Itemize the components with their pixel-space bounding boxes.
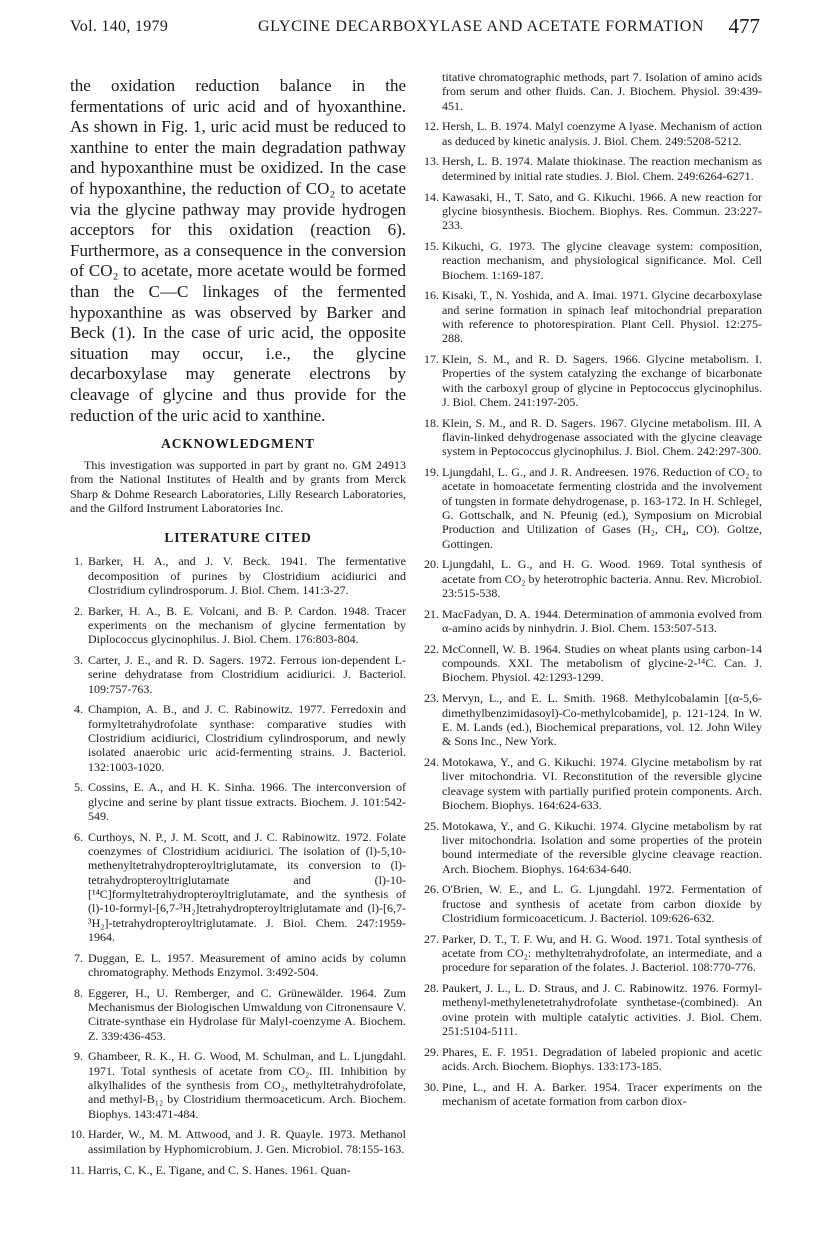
literature-heading: LITERATURE CITED xyxy=(164,530,312,546)
reference-entry xyxy=(424,239,762,282)
reference-entry xyxy=(70,986,406,1043)
reference-text: Parker, D. T., T. F. Wu, and H. G. Wood. 1971. Total synthesis of acetate from CO₂: methyltetrahydrofolate, an intermediate, and a procedure for separation of the folates. J. Bacteriol. 108:770-776. xyxy=(442,931,762,975)
reference-text: Paukert, J. L., L. D. Straus, and J. C. Rabinowitz. 1976. Formyl-methenyl-methylenetetrahydrofolate synthetase-(combined). An ovine protein with multiple catalytic activities. J. Biol. Chem. 251:5104-5111. xyxy=(442,981,762,1039)
reference-list-left xyxy=(70,554,406,1177)
reference-text: Hersh, L. B. 1974. Malyl coenzyme A lyase. Mechanism of action as deduced by kinetic analysis. J. Biol. Chem. 249:5208-5212. xyxy=(442,119,762,148)
reference-entry xyxy=(424,288,762,345)
reference-number: 12. xyxy=(424,119,439,134)
reference-text: Harder, W., M. M. Attwood, and J. R. Quayle. 1973. Methanol assimilation by Hyphomicrobium. J. Gen. Microbiol. 78:155-163. xyxy=(88,1127,406,1156)
reference-entry xyxy=(424,882,762,925)
reference-number: 20. xyxy=(424,557,439,572)
reference-entry xyxy=(424,1080,762,1109)
reference-text: Ljungdahl, L. G., and J. R. Andreesen. 1976. Reduction of CO₂ to acetate in homoacetate fermenting clostrida and the involvement of tungsten in formate dehydrogenase, p. 163-172. In H. Schlegel, G. Gottschalk, and N. Pfeunig (ed.), Symposium on Microbial Production and Utilization of Gases (H₂, CH₄, CO). Goltze, Gottingen. xyxy=(442,465,762,551)
body-paragraph: the oxidation reduction balance in the fermentations of uric acid and of hyoxanthine. As shown in Fig. 1, uric acid must be reduced to xanthine to enter the main degradation pathway and hypoxanthine must be oxidized. In the case of hypoxanthine, the reduction of CO₂ to acetate via the glycine pathway may provide hydrogen acceptors for this oxidation (reaction 6). Furthermore, as a consequence in the conversion of CO₂ to acetate, more acetate would be formed than the C—C linkages of the fermented hypoxanthine as was observed by Barker and Beck (1). In the case of uric acid, the opposite situation may occur, i.e., the glycine decarboxylase may generate electrons by cleavage of glycine and thus provide for the reduction of the uric acid to xanthine. xyxy=(70,76,406,425)
reference-number: 30. xyxy=(424,1079,439,1094)
reference-number: 26. xyxy=(424,882,439,897)
reference-number: 2. xyxy=(74,603,83,618)
reference-entry xyxy=(424,119,762,148)
reference-text: titative chromatographic methods, part 7. Isolation of amino acids from serum and other fluids. Can. J. Biochem. Physiol. 39:439-451. xyxy=(442,70,762,113)
reference-entry xyxy=(70,951,406,980)
reference-text: Hersh, L. B. 1974. Malate thiokinase. The reaction mechanism as determined by initial rate studies. J. Biol. Chem. 249:6264-6271. xyxy=(442,154,762,183)
reference-number: 17. xyxy=(424,352,439,367)
reference-entry xyxy=(424,932,762,975)
reference-number: 29. xyxy=(424,1044,439,1059)
reference-entry xyxy=(424,557,762,600)
reference-entry xyxy=(70,604,406,647)
right-column xyxy=(424,70,762,1115)
reference-text: Carter, J. E., and R. D. Sagers. 1972. Ferrous ion-dependent L-serine dehydratase from Clostridium acidiurici. J. Bacteriol. 109:757-763. xyxy=(88,653,406,696)
reference-entry xyxy=(424,1045,762,1074)
reference-number: 27. xyxy=(424,931,439,946)
reference-entry xyxy=(70,1163,406,1177)
reference-entry xyxy=(424,352,762,409)
reference-number: 22. xyxy=(424,641,439,656)
reference-entry xyxy=(424,416,762,459)
reference-text: Ghambeer, R. K., H. G. Wood, M. Schulman, and L. Ljungdahl. 1971. Total synthesis of acetate from CO₂. III. Inhibition by alkylhalides of the synthesis from CO₂, methyltetrahydrofolate, and methyl-B₁₂ by Clostridium thermoaceticum. Arch. Biochem. Biophys. 143:471-484. xyxy=(88,1049,406,1121)
reference-entry xyxy=(70,780,406,823)
reference-number: 19. xyxy=(424,465,439,480)
reference-number: 13. xyxy=(424,154,439,169)
reference-number: 15. xyxy=(424,238,439,253)
acknowledgment-text: This investigation was supported in part by grant no. GM 24913 from the National Institutes of Health and by grants from Merck Sharp & Dohme Research Laboratories, Lilly Research Laboratories, and the Gilford Instrument Laboratories Inc. xyxy=(70,458,406,515)
reference-text: Harris, C. K., E. Tigane, and C. S. Hanes. 1961. Quan- xyxy=(88,1162,351,1177)
reference-text: Curthoys, N. P., J. M. Scott, and J. C. Rabinowitz. 1972. Folate coenzymes of Clostridium acidiurici. The isolation of (l)-5,10-methenyltetrahydropteroyltriglutamate, its conversion to (l)-tetrahydropteroyltriglutamate and (l)-10-[¹⁴C]formyltetrahydropteroyltriglutamate, and the synthesis of (l)-10-formyl-[6,7-³H₂]tetrahydropteroyltriglutamate and (l)-[6,7-³H₂]-tetrahydropteroyltriglutamate. J. Biol. Chem. 247:1959-1964. xyxy=(88,829,406,944)
reference-text: Kisaki, T., N. Yoshida, and A. Imai. 1971. Glycine decarboxylase and serine formation in spinach leaf mitochondrial preparation with reference to photorespiration. Plant Cell. Physiol. 12:275-288. xyxy=(442,288,762,346)
reference-text: Motokawa, Y., and G. Kikuchi. 1974. Glycine metabolism by rat liver mitochondria. Isolation and some properties of the protein bound intermediate of the reversible glycine cleavage reaction. Arch. Biochem. Biophys. 164:634-640. xyxy=(442,818,762,876)
reference-number: 5. xyxy=(74,780,83,795)
running-title: GLYCINE DECARBOXYLASE AND ACETATE FORMATION xyxy=(258,18,705,35)
reference-text: MacFadyan, D. A. 1944. Determination of ammonia evolved from α-amino acids by ninhydrin. J. Biol. Chem. 153:507-513. xyxy=(442,606,762,636)
reference-entry xyxy=(424,755,762,812)
reference-text: Klein, S. M., and R. D. Sagers. 1966. Glycine metabolism. I. Properties of the system catalyzing the exchange of bicarbonate with the carboxyl group of glycine in Peptococcus glycinophilus. J. Biol. Chem. 241:197-205. xyxy=(442,352,762,409)
reference-entry xyxy=(424,465,762,551)
reference-entry xyxy=(70,653,406,696)
reference-text: O'Brien, W. E., and L. G. Ljungdahl. 1972. Fermentation of fructose and synthesis of acetate from carbon dioxide by Clostridium formicoaceticum. J. Bacteriol. 109:626-632. xyxy=(442,882,762,925)
reference-text: Kikuchi, G. 1973. The glycine cleavage system: composition, reaction mechanism, and physiological significance. Mol. Cell Biochem. 1:169-187. xyxy=(442,238,762,282)
reference-text: Barker, H. A., B. E. Volcani, and B. P. Cardon. 1948. Tracer experiments on the mechanism of glycine fermentation by Diplococcus glycinophilus. J. Biol. Chem. 176:803-804. xyxy=(88,603,406,647)
reference-entry xyxy=(70,1049,406,1120)
reference-entry xyxy=(424,981,762,1038)
reference-number: 3. xyxy=(74,653,83,668)
left-column xyxy=(70,70,406,1183)
reference-text: Barker, H. A., and J. V. Beck. 1941. The fermentative decomposition of purines by Clostridium acidiurici and Clostridium cylindrosporum. J. Biol. Chem. 141:3-27. xyxy=(88,554,406,597)
reference-number: 7. xyxy=(74,950,83,965)
reference-text: Ljungdahl, L. G., and H. G. Wood. 1969. Total synthesis of acetate from CO₂ by heterotrophic bacteria. Annu. Rev. Microbiol. 23:515-538. xyxy=(442,557,762,600)
reference-entry xyxy=(424,819,762,876)
reference-number: 4. xyxy=(74,702,83,717)
acknowledgment-heading: ACKNOWLEDGMENT xyxy=(161,436,315,452)
page-number: 477 xyxy=(728,14,760,38)
reference-number: 23. xyxy=(424,691,439,706)
page-header xyxy=(70,14,760,44)
reference-number: 6. xyxy=(74,829,83,844)
reference-text: Phares, E. F. 1951. Degradation of labeled propionic and acetic acids. Arch. Biochem. Biophys. 133:173-185. xyxy=(442,1044,762,1074)
reference-entry xyxy=(70,554,406,597)
reference-text: Pine, L., and H. A. Barker. 1954. Tracer experiments on the mechanism of acetate formation from carbon diox- xyxy=(442,1079,762,1109)
reference-entry xyxy=(70,830,406,944)
reference-text: Motokawa, Y., and G. Kikuchi. 1974. Glycine metabolism by rat liver mitochondria. VI. Reconstitution of the reversible glycine cleavage system with partially purified protein components. Arch. Biochem. Biophys. 164:624-633. xyxy=(442,754,762,812)
reference-text: Eggerer, H., U. Remberger, and C. Grünewälder. 1964. Zum Mechanismus der Biologischen Umwaldung von Citronensaure V. Citrate-synthase ein Hydrolase für Malyl-coenzyme A. Biochem. Z. 339:436-453. xyxy=(88,985,406,1043)
reference-text: Klein, S. M., and R. D. Sagers. 1967. Glycine metabolism. III. A flavin-linked dehydrogenase associated with the glycine cleavage system in Peptococcus glycinophilus. J. Biol. Chem. 242:297-300. xyxy=(442,415,762,459)
reference-text: Kawasaki, H., T. Sato, and G. Kikuchi. 1966. A new reaction for glycine biosynthesis. Biochem. Biophys. Res. Commun. 23:227-233. xyxy=(442,189,762,233)
reference-entry xyxy=(70,702,406,773)
reference-entry xyxy=(424,154,762,183)
reference-entry xyxy=(424,691,762,748)
reference-number: 24. xyxy=(424,754,439,769)
reference-number: 16. xyxy=(424,288,439,303)
journal-volume: Vol. 140, 1979 xyxy=(70,18,169,35)
reference-text: McConnell, W. B. 1964. Studies on wheat plants using carbon-14 compounds. XXI. The metabolism of glycine-2-¹⁴C. Can. J. Biochem. Physiol. 42:1293-1299. xyxy=(442,641,762,685)
reference-text: Duggan, E. L. 1957. Measurement of amino acids by column chromatography. Methods Enzymol. 3:492-504. xyxy=(88,950,406,979)
reference-text: Cossins, E. A., and H. K. Sinha. 1966. The interconversion of glycine and serine by plant tissue extracts. Biochem. J. 101:542-549. xyxy=(88,780,406,824)
reference-list-right xyxy=(424,70,762,1109)
reference-number: 8. xyxy=(74,985,83,1000)
reference-number: 9. xyxy=(74,1049,83,1064)
reference-text: Mervyn, L., and E. L. Smith. 1968. Methylcobalamin [(α-5,6-dimethylbenzimidasoyl)-Co-methylcobamide], p. 121-124. In W. E. M. Lands (ed.), Biochemical preparations, vol. 12. John Wiley & Sons Inc., New York. xyxy=(442,691,762,749)
reference-text: Champion, A. B., and J. C. Rabinowitz. 1977. Ferredoxin and formyltetrahydrofolate synthase: comparative studies with Clostridium acidiurici, Clostridium cylindrosporum, and newly isolated anaerobic uric acid-fermenting strains. J. Bacteriol. 132:1003-1020. xyxy=(88,702,406,774)
reference-number: 28. xyxy=(424,981,439,996)
reference-number: 10. xyxy=(70,1127,85,1142)
reference-number: 25. xyxy=(424,818,439,833)
reference-continuation xyxy=(424,70,762,113)
reference-entry xyxy=(424,190,762,233)
reference-number: 11. xyxy=(70,1162,85,1177)
reference-number: 18. xyxy=(424,415,439,430)
reference-number: 1. xyxy=(74,554,83,569)
reference-entry xyxy=(70,1127,406,1156)
reference-entry xyxy=(424,642,762,685)
reference-number: 14. xyxy=(424,189,439,204)
reference-number: 21. xyxy=(424,606,439,621)
reference-entry xyxy=(424,607,762,636)
